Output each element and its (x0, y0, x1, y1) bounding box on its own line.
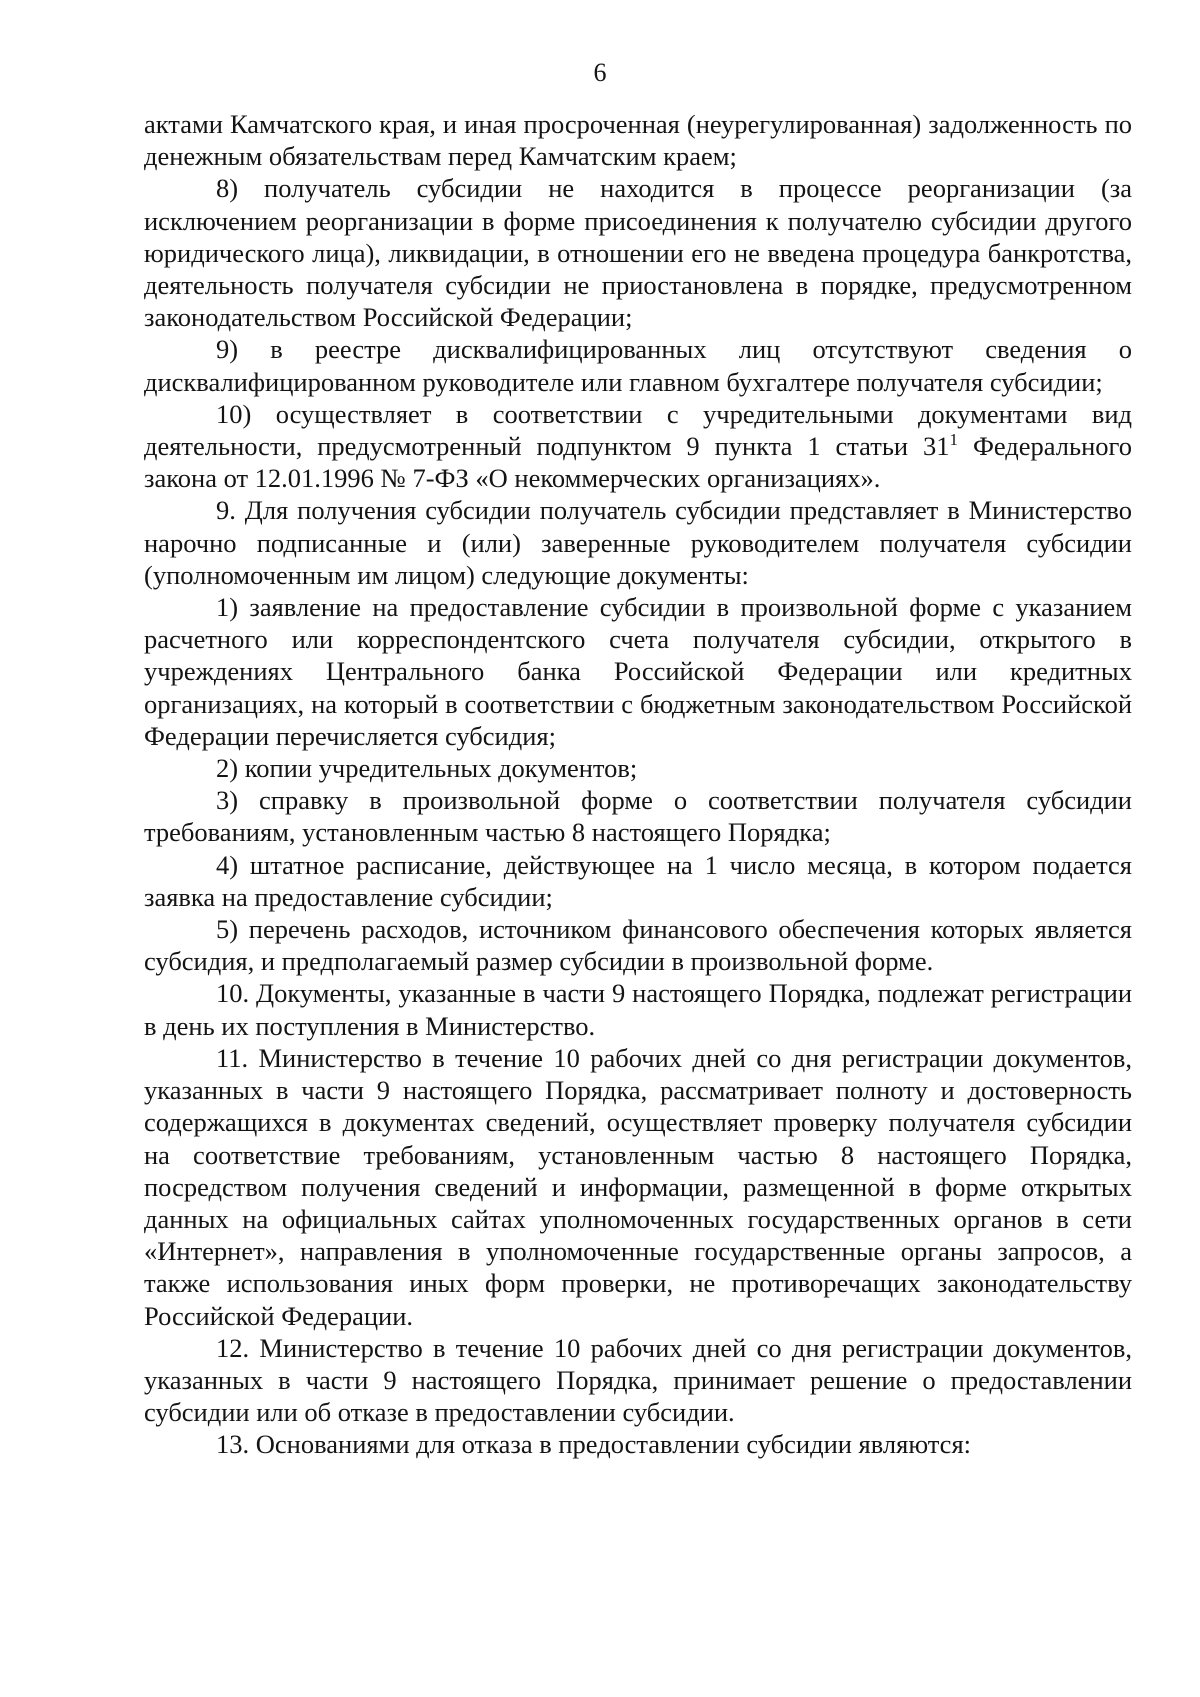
paragraph-section-9: 9. Для получения субсидии получатель субсидии представляет в Министерство нарочно подписанные и (или) заверенные руководителем получателя субсидии (уполномоченным им лицом) следующие документы: (144, 495, 1132, 590)
paragraph-continuation: актами Камчатского края, и иная просроченная (неурегулированная) задолженность по денежным обязательствам перед Камчатским краем; (144, 109, 1132, 172)
paragraph-doc-1: 1) заявление на предоставление субсидии в произвольной форме с указанием расчетного или корреспондентского счета получателя субсидии, открытого в учреждениях Центрального банка Российской Федерации или кредитных организациях, на который в соответствии с бюджетным законодательством Российской Федерации перечисляется субсидия; (144, 592, 1132, 751)
paragraph-section-12: 12. Министерство в течение 10 рабочих дней со дня регистрации документов, указанных в части 9 настоящего Порядка, принимает решение о предоставлении субсидии или об отказе в предоставлении субсидии. (144, 1332, 1132, 1428)
document-body (144, 108, 1132, 1461)
paragraph-item-8: 8) получатель субсидии не находится в процессе реорганизации (за исключением реорганизации в форме присоединения к получателю субсидии другого юридического лица), ликвидации, в отношении его не введена процедура банкротства, деятельность получателя субсидии не приостановлена в порядке, предусмотренном законодательством Российской Федерации; (144, 173, 1132, 333)
paragraph-section-11: 11. Министерство в течение 10 рабочих дней со дня регистрации документов, указанных в части 9 настоящего Порядка, рассматривает полноту и достоверность содержащихся в документах сведений, осуществляет проверку получателя субсидии на соответствие требованиям, установленным частью 8 настоящего Порядка, посредством получения сведений и информации, размещенной в форме открытых данных на официальных сайтах уполномоченных государственных органов в сети «Интернет», направления в уполномоченные государственные органы запросов, а также использования иных форм проверки, не противоречащих законодательству Российской Федерации. (144, 1042, 1132, 1331)
paragraph-doc-3: 3) справку в произвольной форме о соответствии получателя субсидии требованиям, установленным частью 8 настоящего Порядка; (144, 785, 1132, 848)
paragraph-section-10: 10. Документы, указанные в части 9 настоящего Порядка, подлежат регистрации в день их поступления в Министерство. (144, 978, 1132, 1041)
page-number: 6 (593, 58, 607, 87)
paragraph-section-13: 13. Основаниями для отказа в предоставлении субсидии являются: (216, 1429, 971, 1460)
item-10-text-after: Федерального закона от 12.01.1996 № 7-ФЗ «О некоммерческих организациях». (144, 431, 1132, 494)
article-superscript: 1 (949, 430, 959, 450)
paragraph-item-9: 9) в реестре дисквалифицированных лиц отсутствуют сведения о дисквалифицированном руководителе или главном бухгалтере получателя субсидии; (144, 334, 1132, 397)
paragraph-doc-4: 4) штатное расписание, действующее на 1 число месяца, в котором подается заявка на предоставление субсидии; (144, 849, 1132, 912)
paragraph-item-10 (144, 398, 1132, 495)
paragraph-doc-5: 5) перечень расходов, источником финансового обеспечения которых является субсидия, и предполагаемый размер субсидии в произвольной форме. (144, 914, 1132, 977)
item-10-text-before: 10) осуществляет в соответствии с учредительными документами вид деятельности, предусмотренный подпунктом 9 пункта 1 статьи 31 (144, 398, 1132, 462)
paragraph-doc-2: 2) копии учредительных документов; (216, 753, 638, 784)
